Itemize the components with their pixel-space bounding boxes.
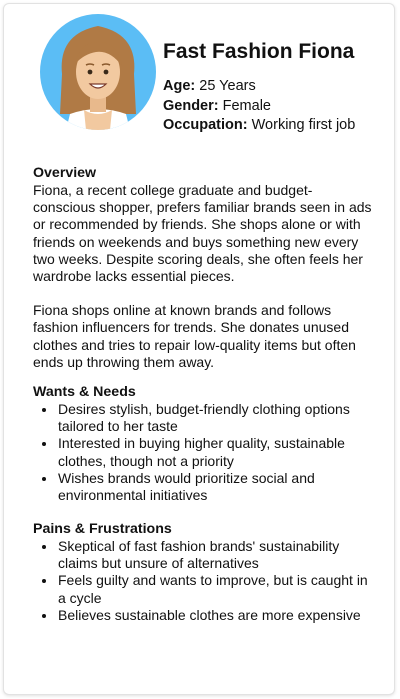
list-item: • Interested in buying higher quality, sustainable clothes, though not a priority bbox=[57, 435, 373, 469]
attribute-value: 25 Years bbox=[199, 78, 256, 94]
overview-paragraph: Fiona, a recent college graduate and budget-conscious shopper, prefers familiar brands seen in ads or recommended by friends. She shops alone or with friends on weekends and buys something new every two weeks. Despite scoring deals, she often feels her wardrobe lacks essential pieces. bbox=[33, 182, 372, 285]
attribute-value: Female bbox=[222, 97, 271, 114]
overview-paragraph: Fiona shops online at known brands and follows fashion influencers for trends. She donates unused clothes and tries to repair low-quality items but often ends up throwing them away. bbox=[33, 302, 356, 370]
wants-list bbox=[33, 401, 373, 504]
list-item: • Skeptical of fast fashion brands' sustainability claims but unsure of alternatives bbox=[57, 538, 373, 572]
pains-list bbox=[33, 538, 373, 624]
woman-avatar-icon bbox=[40, 14, 156, 130]
wants-heading: Wants & Needs bbox=[33, 384, 136, 400]
list-item: • Wishes brands would prioritize social and environmental initiatives bbox=[57, 470, 373, 504]
gender-attribute bbox=[163, 97, 355, 117]
wants-section bbox=[33, 384, 373, 504]
age-attribute bbox=[163, 77, 355, 97]
list-item: • Desires stylish, budget-friendly clothing options tailored to her taste bbox=[57, 401, 373, 435]
pains-heading: Pains & Frustrations bbox=[33, 521, 172, 537]
attribute-label: Age: bbox=[163, 78, 196, 94]
occupation-attribute bbox=[163, 116, 355, 136]
attribute-value: Working first job bbox=[251, 117, 356, 133]
attribute-label: Occupation: bbox=[163, 117, 248, 133]
list-item: • Believes sustainable clothes are more expensive bbox=[57, 607, 373, 624]
persona-name: Fast Fashion Fiona bbox=[163, 40, 355, 63]
list-item: • Feels guilty and wants to improve, but is caught in a cycle bbox=[57, 572, 373, 606]
persona-attributes bbox=[163, 77, 355, 136]
pains-section bbox=[33, 521, 373, 624]
overview-heading: Overview bbox=[33, 165, 97, 181]
attribute-label: Gender: bbox=[163, 97, 219, 114]
overview-section bbox=[33, 165, 373, 371]
